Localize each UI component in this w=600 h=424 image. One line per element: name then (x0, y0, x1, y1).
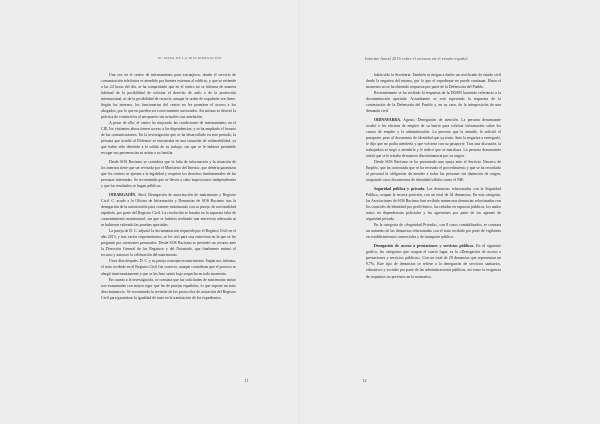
paragraph (101, 228, 236, 258)
paragraph-text: Desde SOS Racismo se ha presentado una queja ante el Servicio Navarro de Empleo, que ha contestado que se ha revisado el procedimiento y que se ha recordado al personal la obligación de atender a todas las personas sin distinción de origen, aceptando otros documentos de identidad válidos como el NIE. (366, 160, 501, 183)
paragraph-text: Unos días después, D. C. y su pareja contrajeron matrimonio. Según nos informa, el trato recibido en el Registro Civil fue correcto, aunque consideran que el proceso se alargó innecesariamente y que se les hizo sentir bajo sospecha en todo momento. (101, 259, 236, 276)
paragraph-text: Recientemente se ha recibido la respuesta de la DGRN haciendo referencia a la documentación aportada. Actualmente se está esperando la respuesta de la contestación de la Defensoría del Pueblo y, en su caso, de la interposición de una demanda civil. (366, 91, 501, 114)
paragraph-text: A pesar de ello, el centro ha mejorado las condiciones de internamiento en el CIE, los visitantes ahora tienen acceso a las dependencias, y se ha ampliado el horario de las comunicaciones. En la investigación que se ha desarrollado en este periodo, la persona que acudió al Defensor se encontraba en una situación de vulnerabilidad, ya que había sido detenida a la salida de su trabajo, sin que se le hubiera permitido recoger sus pertenencias ni avisar a su familia. (101, 121, 236, 156)
paragraph (366, 243, 501, 279)
paragraph-text: En cuanto a la investigación, se constata que las solicitudes de matrimonio mixto son examinadas con mayor rigor que las de parejas españolas, lo que supone un trato discriminatorio. Se recomienda la revisión de los protocolos de actuación del Registro Civil para garantizar la igualdad de trato en la tramitación de los expedientes. (101, 277, 236, 300)
page-number: 12 (362, 378, 367, 383)
page-number: 11 (244, 378, 249, 383)
paragraph-text: La pareja de D. C. adjuntó la documentación requerida por el Registro Civil en el año 2013, y tras varios requerimientos, se les citó para una entrevista en la que se les preguntó por cuestiones personales. Desde SOS Racismo se presentó un recurso ante la Dirección General de los Registros y del Notariado, que finalmente estimó el recurso y autorizó la celebración del matrimonio. (101, 229, 236, 258)
paragraph-lead: Seguridad pública y privada. (374, 187, 425, 192)
paragraph (101, 277, 236, 301)
paragraph (101, 192, 236, 228)
paragraph-lead: OIDARGAOÍN. (109, 193, 137, 198)
paragraph-text: En la categoría de «Seguridad Privada», con 8 casos contabilizados, se constata un aumento de las denuncias relacionadas con el trato recibido por parte de vigilantes en establecimientos comerciales y de transporte público. (366, 223, 501, 240)
paragraph (366, 90, 501, 114)
paragraph (366, 186, 501, 222)
paragraph-text: Abril, Denegación de autorización de matrimonio y Registro Civil. C. acude a la Oficina de Información y Denuncias de SOS Racismo tras la denegación de la autorización para contraer matrimonio con su pareja, de nacionalidad española, por parte del Registro Civil. La resolución se basaba en la supuesta falta de consentimiento matrimonial, sin que se hubiera realizado una entrevista adecuada ni se hubieran valorado las pruebas aportadas. (101, 193, 236, 228)
running-header: Informe Anual 2016 sobre el racismo en el estado español (365, 56, 468, 61)
right-page (300, 0, 600, 424)
text-column (101, 72, 236, 301)
paragraph-text: Agosto. Denegación de atención. La persona denunciante acudió a las oficinas de empleo de su barrio para solicitar información sobre los cursos de empleo y la administración. La persona que la atendió, le solicitó el pasaporte, pese al documento de identidad que ya tenía. Ante la negativa a entregarlo, le dijo que no podía atenderla y que volviera con su pasaporte. Tras una discusión, la trabajadora se negó a atenderla y le indicó que se marchara. La persona denunciante sintió que se le trataba de manera discriminatoria por su origen. (366, 118, 501, 159)
paragraph (366, 159, 501, 183)
paragraph (101, 72, 236, 120)
paragraph-lead: Denegación de acceso a prestaciones y servicios públicos. (374, 244, 475, 249)
paragraph (101, 258, 236, 276)
paragraph (101, 159, 236, 189)
paragraph (101, 120, 236, 156)
paragraph-text: Una vez en el centro de internamiento para extranjeros, donde el servicio de comunicación telefónica es atendido por fuentes externas al edificio, y que se extiende a las 24 horas del día, se ha comprobado que en el centro no se informa de manera habitual de la posibilidad de solicitar el derecho de asilo o de la protección internacional, ni de la posibilidad de recurrir, aunque la orden de expulsión sea firme. Según los internos, los funcionarios del centro no les permiten el acceso a los abogados, por lo que no pueden ser correctamente asesorados. Así mismo se detectó la práctica de conducirlos al aeropuerto sin avisarles con antelación. (101, 73, 236, 120)
paragraph-text: había sido la Secretaría. También se niegan a darles un certificado de estado civil desde la negativa del mismo, por lo que el expediente no puede continuar. Hasta el momento no se ha obtenido respuesta por parte de la Defensoría del Pueblo. (366, 73, 501, 90)
text-column (366, 72, 501, 280)
paragraph (366, 72, 501, 90)
paragraph-text: Desde SOS Racismo se considera que la falta de información y la situación de los internos tiene que ser revisada por el Ministerio del Interior, que debería garantizar que los centros se ajusten a la legalidad y respeten los derechos fundamentales de las personas internadas. Se recomienda que se lleven a cabo inspecciones independientes y que los resultados se hagan públicos. (101, 160, 236, 189)
running-header: EL MAPA DE LA DISCRIMINACIÓN (158, 56, 222, 60)
paragraph (366, 222, 501, 240)
paragraph-text: Las denuncias relacionadas con la Seguridad Pública, ocupan la tercera posición, con un total de 44 denuncias. En esta categoría, las Asociaciones de SOS Racismo han recibido numerosas denuncias relacionadas con los controles de identidad por perfil étnico, las redadas en espacios públicos, los malos tratos en dependencias policiales y las agresiones por parte de los agentes de seguridad privada. (366, 187, 501, 222)
paragraph (366, 117, 501, 159)
paragraph-text: En el siguiente gráfico, las categorías que ocupan el cuarto lugar, es la «Denegación de acceso a prestaciones y servicios públicos». Con un total de 29 denuncias que representan un 9,7%. Este tipo de denuncias se refiere a la denegación de servicios sanitarios, educativos y sociales por parte de las administraciones públicas, así como la exigencia de requisitos no previstos en la normativa. (366, 244, 501, 279)
paragraph-lead: OIDNAVARRA. (374, 118, 401, 123)
